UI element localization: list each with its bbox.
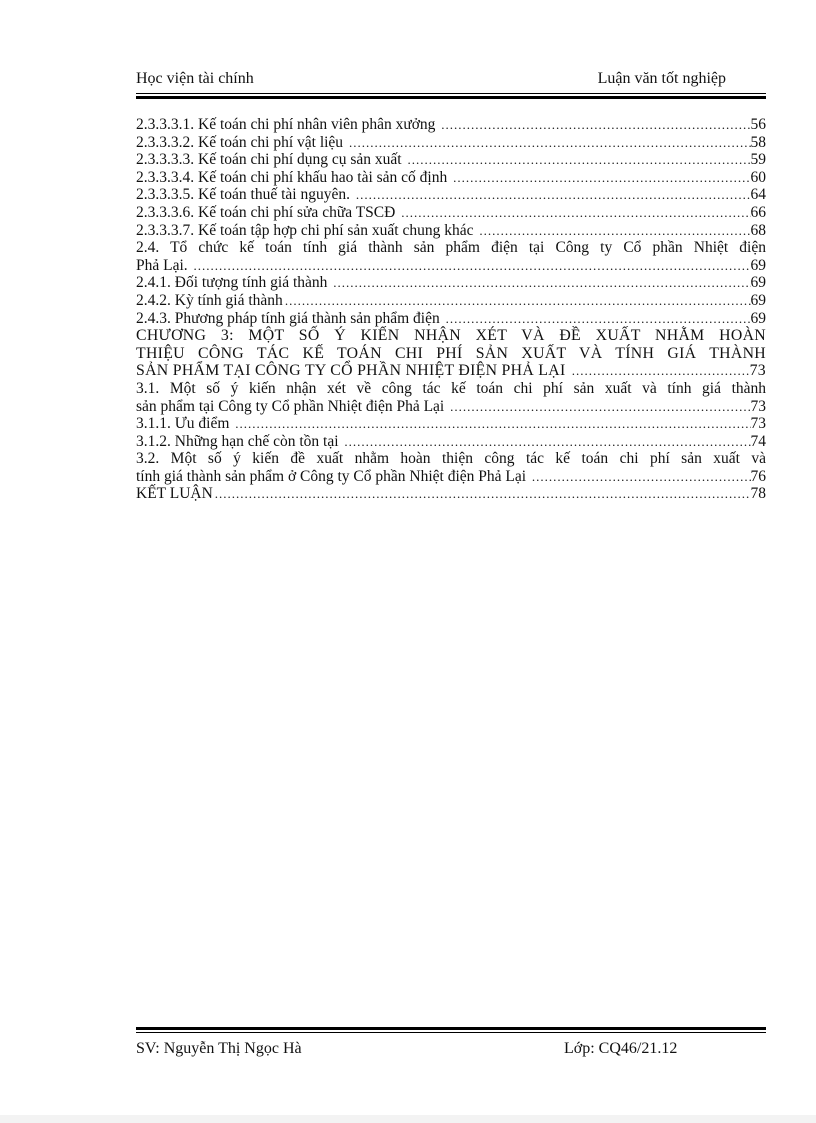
toc-entry[interactable]: [136, 169, 766, 187]
toc-entry[interactable]: [136, 204, 766, 222]
toc-entry-page: 73: [749, 362, 766, 380]
toc-entry-title: 2.3.3.3.5. Kế toán thuế tài nguyên.: [136, 186, 354, 204]
toc-entry[interactable]: [136, 222, 766, 240]
toc-entry-page: 58: [750, 133, 766, 151]
toc-entry[interactable]: [136, 186, 766, 204]
dot-leader: [439, 116, 750, 134]
dot-leader: [444, 310, 751, 328]
toc-entry-title: Phả Lại.: [136, 256, 192, 274]
dot-leader: [233, 415, 750, 433]
toc-entry-title-line: THIỆU CÔNG TÁC KẾ TOÁN CHI PHÍ SẢN XUẤT VÀ TÍNH GIÁ THÀNH: [136, 344, 766, 362]
dot-leader: [530, 468, 751, 486]
toc-entry-title: 2.4.1. Đối tượng tính giá thành: [136, 274, 332, 292]
toc-entry-title: 2.3.3.3.1. Kế toán chi phí nhân viên phân xưởng: [136, 116, 440, 133]
header-rule-thin: [136, 93, 766, 94]
toc-entry-page: 59: [750, 151, 766, 169]
toc-entry-title: 2.3.3.3.6. Kế toán chi phí sửa chữa TSCĐ: [136, 203, 400, 221]
toc-entry-title: 2.3.3.3.3. Kế toán chi phí dụng cụ sản xuất: [136, 151, 406, 169]
toc-entry[interactable]: [136, 415, 766, 433]
toc-entry-page: 64: [750, 186, 766, 204]
dot-leader: [570, 362, 750, 380]
toc-entry[interactable]: [136, 485, 766, 503]
footer-rule-thick: [136, 1027, 766, 1030]
header-document-type: Luận văn tốt nghiệp: [597, 70, 726, 87]
toc-entry-page: 60: [750, 168, 766, 186]
toc-entry-title-line: 3.2. Một số ý kiến đề xuất nhằm hoàn thiện công tác kế toán chi phí sản xuất và: [136, 450, 766, 468]
toc-entry[interactable]: [136, 116, 766, 134]
toc-entry[interactable]: [136, 134, 766, 152]
toc-entry-page: 69: [750, 274, 766, 292]
toc-entry[interactable]: [136, 274, 766, 292]
toc-entry-title: 2.3.3.3.2. Kế toán chi phí vật liệu: [136, 133, 347, 151]
dot-leader: [354, 186, 751, 204]
dot-leader: [405, 151, 750, 169]
toc-entry-title: 2.3.3.3.7. Kế toán tập hợp chi phí sản xuất chung khác: [136, 221, 478, 239]
dot-leader: [448, 398, 750, 416]
dot-leader: [451, 169, 750, 187]
viewer-bottom-edge: [0, 1115, 816, 1123]
toc-entry-page: 74: [750, 432, 766, 450]
toc-entry-title: 3.1.1. Ưu điểm: [136, 415, 234, 433]
toc-entry-title: SẢN PHẨM TẠI CÔNG TY CỔ PHẦN NHIỆT ĐIỆN PHẢ LẠI: [136, 362, 570, 380]
header-institution: Học viện tài chính: [136, 70, 254, 87]
dot-leader: [477, 222, 750, 240]
table-of-contents: [136, 116, 766, 503]
toc-entry-page: 69: [750, 291, 766, 309]
dot-leader: [347, 134, 751, 152]
toc-entry-title: 2.4.2. Kỳ tính giá thành: [136, 291, 283, 309]
toc-entry-page: 68: [750, 221, 766, 239]
toc-entry-page: 69: [750, 309, 766, 327]
toc-entry[interactable]: [136, 450, 766, 485]
toc-entry[interactable]: [136, 151, 766, 169]
toc-entry-title: 2.3.3.3.4. Kế toán chi phí khấu hao tài sản cố định: [136, 168, 452, 186]
dot-leader: [331, 274, 750, 292]
page-header: [136, 66, 766, 92]
dot-leader: [213, 485, 751, 503]
toc-entry-page: 66: [750, 203, 766, 221]
footer-student-name: SV: Nguyễn Thị Ngọc Hà: [136, 1040, 302, 1057]
toc-entry-page: 73: [750, 397, 766, 415]
toc-entry[interactable]: [136, 310, 766, 328]
toc-entry-title: KẾT LUẬN: [136, 485, 213, 503]
toc-entry-page: 69: [750, 256, 766, 274]
toc-entry-page: 78: [750, 485, 766, 503]
toc-entry-page: 73: [750, 415, 766, 433]
toc-chapter-entry[interactable]: [136, 327, 766, 380]
footer-rule-thin: [136, 1032, 766, 1033]
dot-leader: [283, 292, 751, 310]
footer-class-code: Lớp: CQ46/21.12: [564, 1040, 678, 1057]
dot-leader: [399, 204, 750, 222]
toc-entry-title: 2.4.3. Phương pháp tính giá thành sản phẩm điện: [136, 309, 444, 327]
page-footer: [136, 1040, 766, 1064]
dot-leader: [192, 257, 751, 275]
toc-entry-title: sản phẩm tại Công ty Cổ phần Nhiệt điện Phả Lại: [136, 397, 449, 415]
toc-entry[interactable]: [136, 239, 766, 274]
toc-entry-title-line: CHƯƠNG 3: MỘT SỐ Ý KIẾN NHẬN XÉT VÀ ĐỀ XUẤT NHẰM HOÀN: [136, 327, 766, 345]
toc-entry-title: tính giá thành sản phẩm ở Công ty Cổ phần Nhiệt điện Phả Lại: [136, 467, 530, 485]
toc-entry-title-line: 3.1. Một số ý kiến nhận xét về công tác kế toán chi phí sản xuất và tính giá thành: [136, 379, 766, 397]
toc-entry[interactable]: [136, 292, 766, 310]
toc-entry[interactable]: [136, 380, 766, 415]
toc-entry-page: 56: [750, 116, 766, 133]
header-rule-thick: [136, 96, 766, 99]
toc-entry[interactable]: [136, 433, 766, 451]
toc-entry-title: 3.1.2. Những hạn chế còn tồn tại: [136, 432, 343, 450]
toc-entry-title-line: 2.4. Tổ chức kế toán tính giá thành sản phẩm điện tại Công ty Cổ phần Nhiệt điện: [136, 239, 766, 257]
toc-entry-page: 76: [750, 467, 766, 485]
dot-leader: [342, 433, 750, 451]
